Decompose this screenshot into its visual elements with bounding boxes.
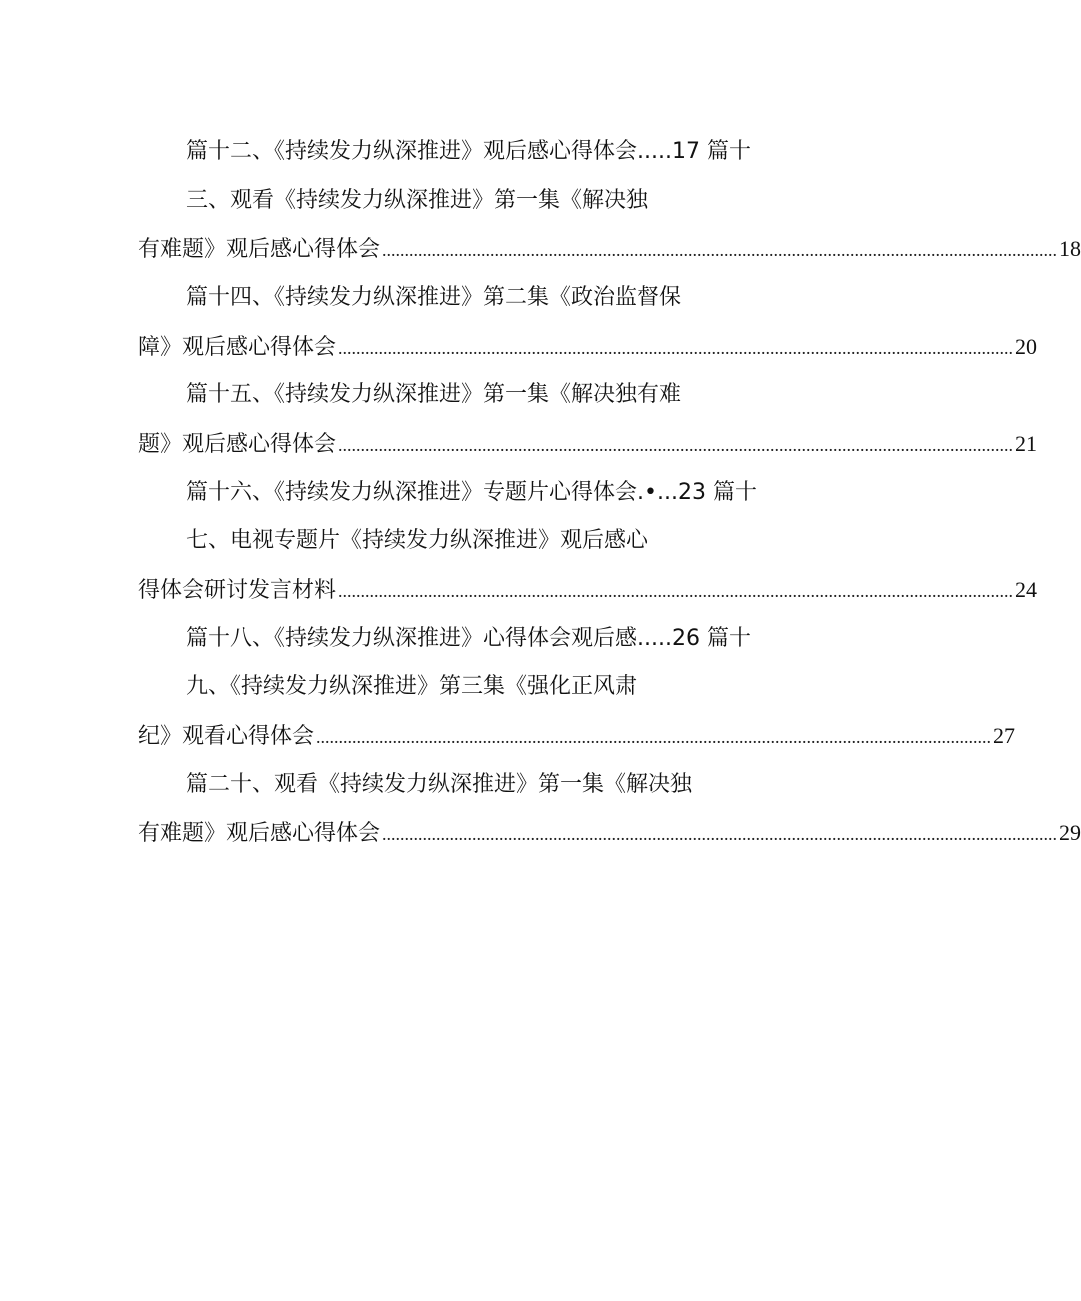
toc-line-19a: 九、《持续发力纵深推进》第三集《强化正风肃 [186, 674, 638, 699]
dot-leader: ...................................................................................................................................................... [382, 824, 1058, 844]
toc-entry-14 [138, 327, 1038, 367]
toc-entry-text: 障》观后感心得体会 [138, 335, 337, 360]
dot-leader: ...................................................................................................................................................... [338, 581, 1014, 601]
toc-entry-text: 有难题》观后感心得体会 [138, 237, 381, 262]
toc-line-20a: 篇二十、观看《持续发力纵深推进》第一集《解决独 [186, 772, 693, 797]
toc-entry-19 [138, 716, 1016, 756]
toc-entry-text: 纪》观看心得体会 [138, 724, 315, 749]
toc-line-15a: 篇十五、《持续发力纵深推进》第一集《解决独有难 [186, 382, 682, 407]
toc-line-13a: 三、观看《持续发力纵深推进》第一集《解决独 [186, 188, 649, 213]
toc-entry-13 [138, 229, 1081, 269]
dot-leader: ...................................................................................................................................................... [338, 435, 1014, 455]
toc-entry-text: 得体会研讨发言材料 [138, 578, 337, 603]
page-number: 24 [1015, 577, 1038, 602]
toc-entry-17 [138, 570, 1038, 610]
toc-entry-20 [138, 813, 1081, 853]
toc-entry-15 [138, 424, 1038, 464]
page-number: 29 [1059, 820, 1081, 845]
page-number: 21 [1015, 431, 1038, 456]
toc-line-17a: 七、电视专题片《持续发力纵深推进》观后感心 [186, 528, 649, 553]
dot-leader: ...................................................................................................................................................... [382, 240, 1058, 260]
toc-line-12: 篇十二、《持续发力纵深推进》观后感心得体会.....17 篇十 [186, 139, 751, 164]
toc-line-14a: 篇十四、《持续发力纵深推进》第二集《政治监督保 [186, 285, 682, 310]
dot-leader: ...................................................................................................................................................... [338, 338, 1014, 358]
toc-line-16: 篇十六、《持续发力纵深推进》专题片心得体会.•...23 篇十 [186, 480, 757, 505]
page-number: 27 [993, 723, 1016, 748]
toc-entry-text: 题》观后感心得体会 [138, 432, 337, 457]
page-number: 20 [1015, 334, 1038, 359]
dot-leader: ...................................................................................................................................................... [316, 727, 992, 747]
page-number: 18 [1059, 236, 1081, 261]
toc-line-18: 篇十八、《持续发力纵深推进》心得体会观后感.....26 篇十 [186, 626, 751, 651]
toc-entry-text: 有难题》观后感心得体会 [138, 821, 381, 846]
